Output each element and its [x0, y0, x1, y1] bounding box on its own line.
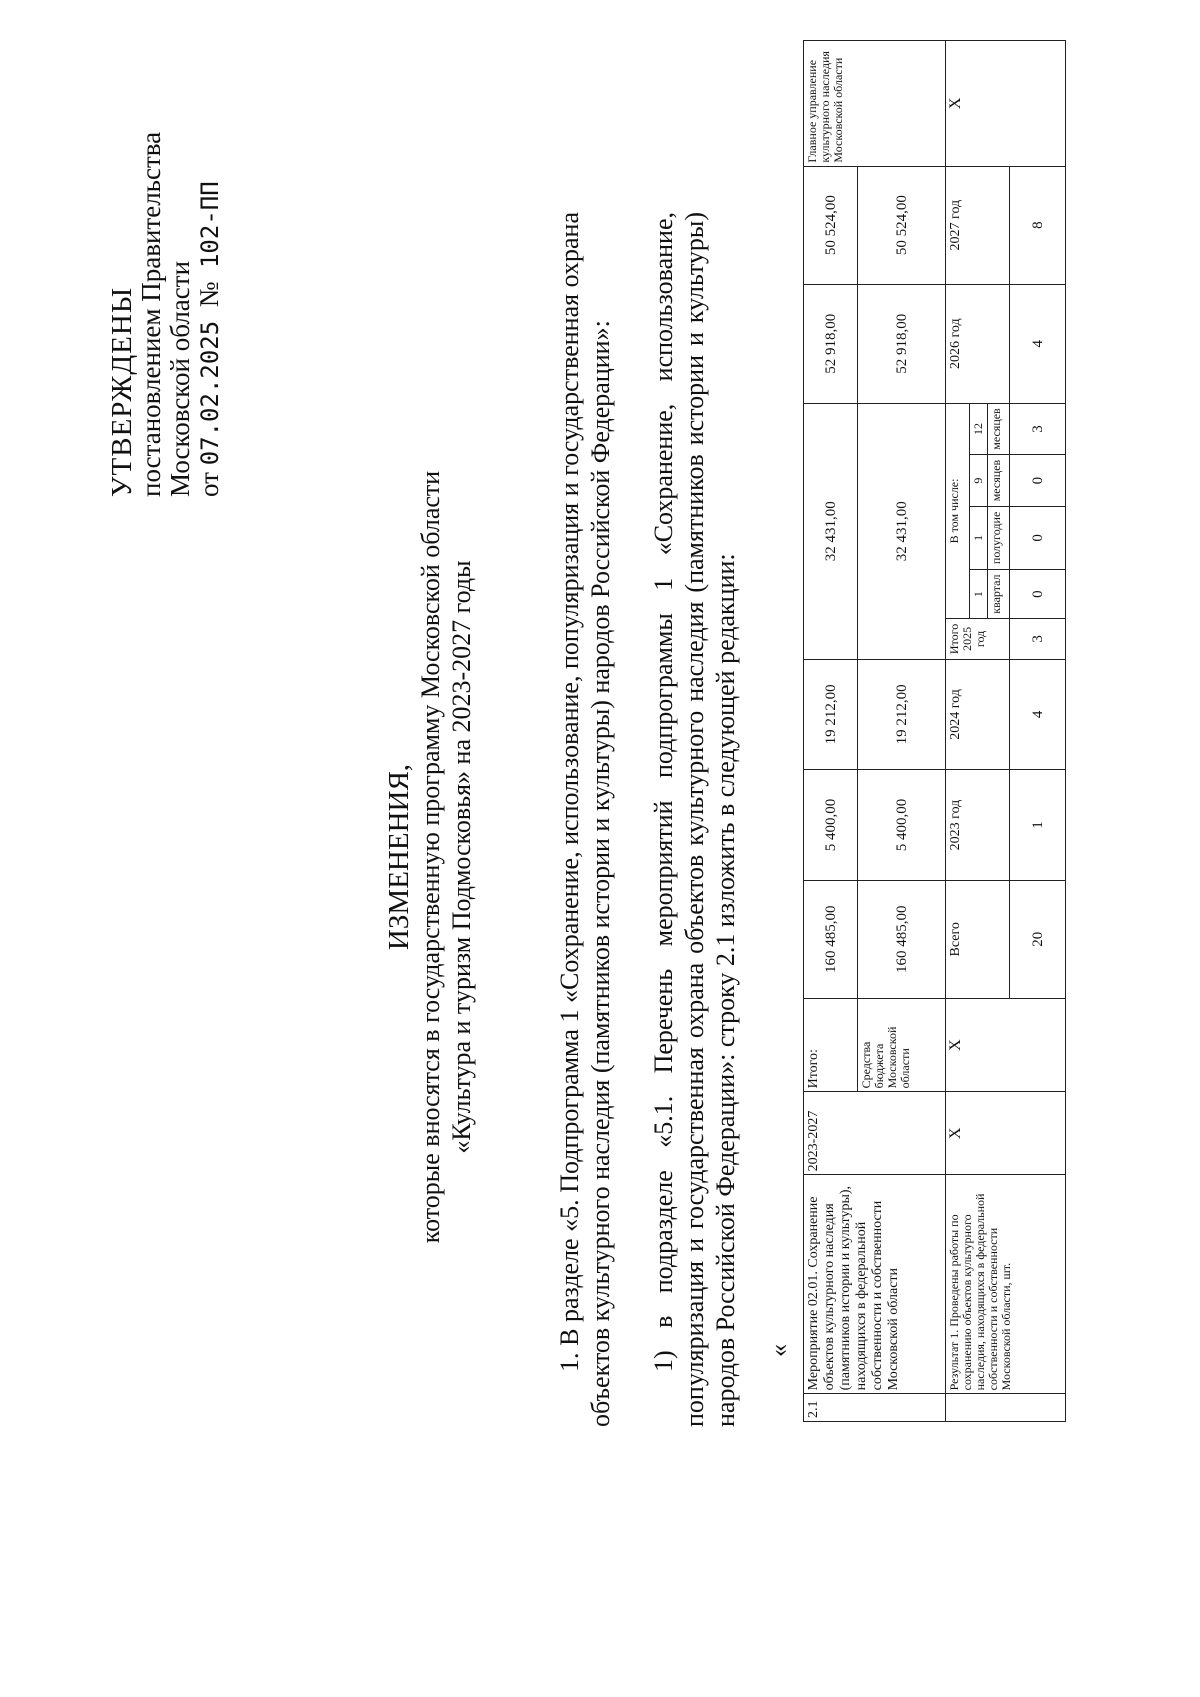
value-half-year: 0 — [1010, 506, 1066, 569]
period-4-number: 12 — [970, 403, 988, 455]
responsible-x: Х — [946, 41, 1066, 167]
period-1-unit: квартал — [988, 569, 1010, 618]
heading-line-2: «Культура и туризм Подмосковья» на 2023-2027 годы — [447, 560, 476, 1154]
value-2023: 1 — [1010, 770, 1066, 881]
period-2-number: 1 — [970, 506, 988, 569]
budget-2025: 32 431,00 — [858, 403, 946, 659]
responsible-body: Главное управление культурного наследия Московской области — [804, 41, 946, 167]
approval-number-sign: № — [194, 281, 224, 308]
paragraph-1-text: 1. В разделе «5. Подпрограмма 1 «Сохранение, использование, популяризация и государственная охрана объектов культурного наследия (памятников истории и культуры) народов Российской Федерации»: — [555, 212, 615, 1427]
approval-date: 07.02.2025 — [196, 320, 224, 466]
result-period-x: Х — [946, 1092, 1066, 1175]
measure-period: 2023-2027 — [804, 1092, 946, 1175]
total-2024: 19 212,00 — [804, 659, 858, 770]
budget-2026: 52 918,00 — [858, 284, 946, 403]
document-heading — [384, 347, 477, 1367]
table-row — [946, 41, 970, 1422]
paragraph-2-text: 1) в подразделе «5.1. Перечень мероприятий подпрограммы 1 «Сохранение, использование, популяризация и государственная охрана объектов культурного наследия (памятников истории и культуры) народов Российской Федерации»: строку 2.1 изложить в следующей редакции: — [649, 212, 740, 1427]
value-2027: 8 — [1010, 166, 1066, 284]
heading-title: ИЗМЕНЕНИЯ, — [383, 763, 415, 951]
source-total-label: Итого: — [804, 998, 858, 1092]
approval-number: 102-ПП — [196, 181, 224, 269]
budget-2023: 5 400,00 — [858, 770, 946, 881]
value-2025-total: 3 — [1010, 619, 1066, 659]
period-3-unit: месяцев — [988, 455, 1010, 507]
header-2023: 2023 год — [946, 770, 1010, 881]
header-2024: 2024 год — [946, 659, 1010, 770]
header-total: Всего — [946, 880, 1010, 998]
measure-name: Мероприятие 02.01. Сохранение объектов культурного наследия (памятников истории и культуры), находящихся в федеральной собственности и собственности Московской области — [804, 1175, 946, 1394]
value-total: 20 — [1010, 880, 1066, 998]
budget-2027: 50 524,00 — [858, 166, 946, 284]
header-2026: 2026 год — [946, 284, 1010, 403]
result-source-x: Х — [946, 998, 1066, 1092]
budget-all: 160 485,00 — [858, 880, 946, 998]
approval-line-2: Московской области — [165, 260, 195, 497]
approval-date-line — [195, 37, 225, 497]
approval-date-prefix: от — [194, 472, 224, 497]
value-12-months: 3 — [1010, 403, 1066, 455]
result-name: Результат 1. Проведены работы по сохранению объектов культурного наследия, находящихся в федеральной собственности и собственности Московской области, шт. — [946, 1175, 1066, 1394]
opening-quote: « — [764, 1344, 793, 1357]
source-budget-label: Средства бюджета Московской области — [858, 998, 946, 1092]
approval-line-1: постановлением Правительства — [136, 131, 166, 497]
row-number: 2.1 — [804, 1394, 946, 1422]
header-2027: 2027 год — [946, 166, 1010, 284]
period-2-unit: полугодие — [988, 506, 1010, 569]
value-quarter: 0 — [1010, 569, 1066, 618]
approval-block — [108, 37, 225, 497]
value-2024: 4 — [1010, 659, 1066, 770]
budget-2024: 19 212,00 — [858, 659, 946, 770]
table-row — [804, 41, 858, 1422]
paragraph-2 — [648, 212, 741, 1427]
paragraph-1 — [554, 212, 616, 1427]
total-all: 160 485,00 — [804, 880, 858, 998]
header-2025-total: Итого 2025 год — [946, 619, 1010, 659]
total-2027: 50 524,00 — [804, 166, 858, 284]
period-3-number: 9 — [970, 455, 988, 507]
total-2023: 5 400,00 — [804, 770, 858, 881]
header-including: В том числе: — [946, 403, 970, 618]
approval-title: УТВЕРЖДЕНЫ — [106, 286, 138, 497]
measures-table — [803, 40, 1066, 1422]
heading-line-1: которые вносятся в государственную программу Московской области — [416, 470, 445, 1244]
period-1-number: 1 — [970, 569, 988, 618]
value-9-months: 0 — [1010, 455, 1066, 507]
period-4-unit: месяцев — [988, 403, 1010, 455]
total-2025: 32 431,00 — [804, 403, 858, 659]
value-2026: 4 — [1010, 284, 1066, 403]
total-2026: 52 918,00 — [804, 284, 858, 403]
